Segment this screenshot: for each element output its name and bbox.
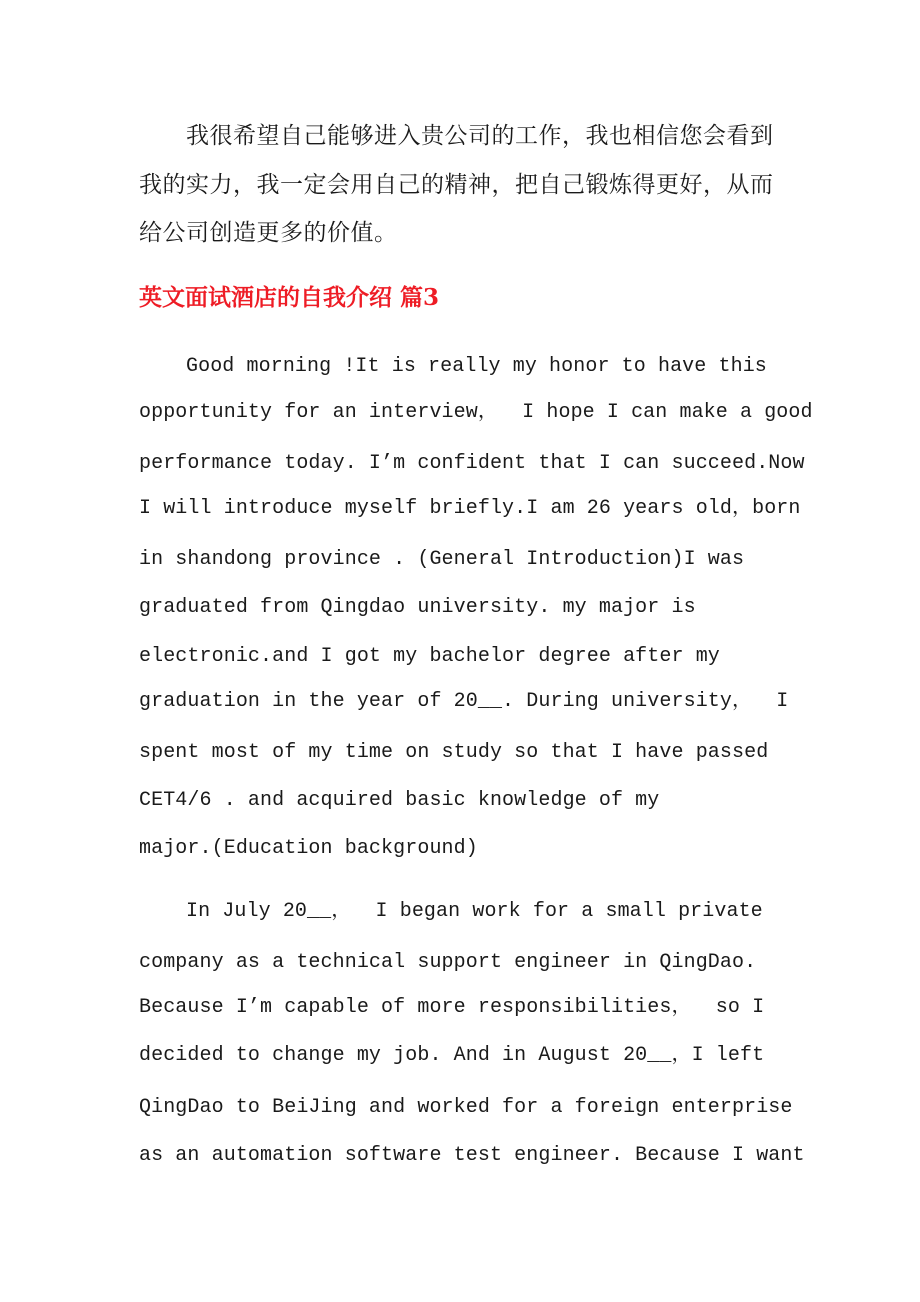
text-line: Good morning !It is really my honor to have this <box>186 355 767 378</box>
text-line: graduated from Qingdao university. my major is <box>139 596 696 619</box>
text-line: In July 20__， I began work for a small private <box>186 900 763 923</box>
text-line: QingDao to BeiJing and worked for a foreign enterprise <box>139 1096 793 1119</box>
text-line: 我的实力，我一定会用自己的精神，把自己锻炼得更好，从而 <box>139 172 774 198</box>
text-line: performance today. I’m confident that I can succeed.Now <box>139 452 805 475</box>
text-line: decided to change my job. And in August 20__，I left <box>139 1044 765 1067</box>
text-line: electronic.and I got my bachelor degree after my <box>139 645 720 668</box>
text-line: Because I’m capable of more responsibilities， so I <box>139 996 765 1019</box>
text-line: major.(Education background) <box>139 837 478 860</box>
text-line: graduation in the year of 20__. During university， I <box>139 690 789 713</box>
text-line: 我很希望自己能够进入贵公司的工作，我也相信您会看到 <box>186 123 774 149</box>
text-line: I will introduce myself briefly.I am 26 years old，born <box>139 497 801 520</box>
text-line: as an automation software test engineer. Because I want <box>139 1144 805 1167</box>
section-heading: 英文面试酒店的自我介绍 篇3 <box>139 284 440 311</box>
text-line: spent most of my time on study so that I have passed <box>139 741 769 764</box>
text-line: CET4/6 . and acquired basic knowledge of my <box>139 789 660 812</box>
text-line: opportunity for an interview， I hope I can make a good <box>139 401 813 424</box>
text-line: in shandong province . (General Introduction)I was <box>139 548 745 571</box>
text-line: 给公司创造更多的价值。 <box>139 220 398 246</box>
text-line: company as a technical support engineer in QingDao. <box>139 951 757 974</box>
